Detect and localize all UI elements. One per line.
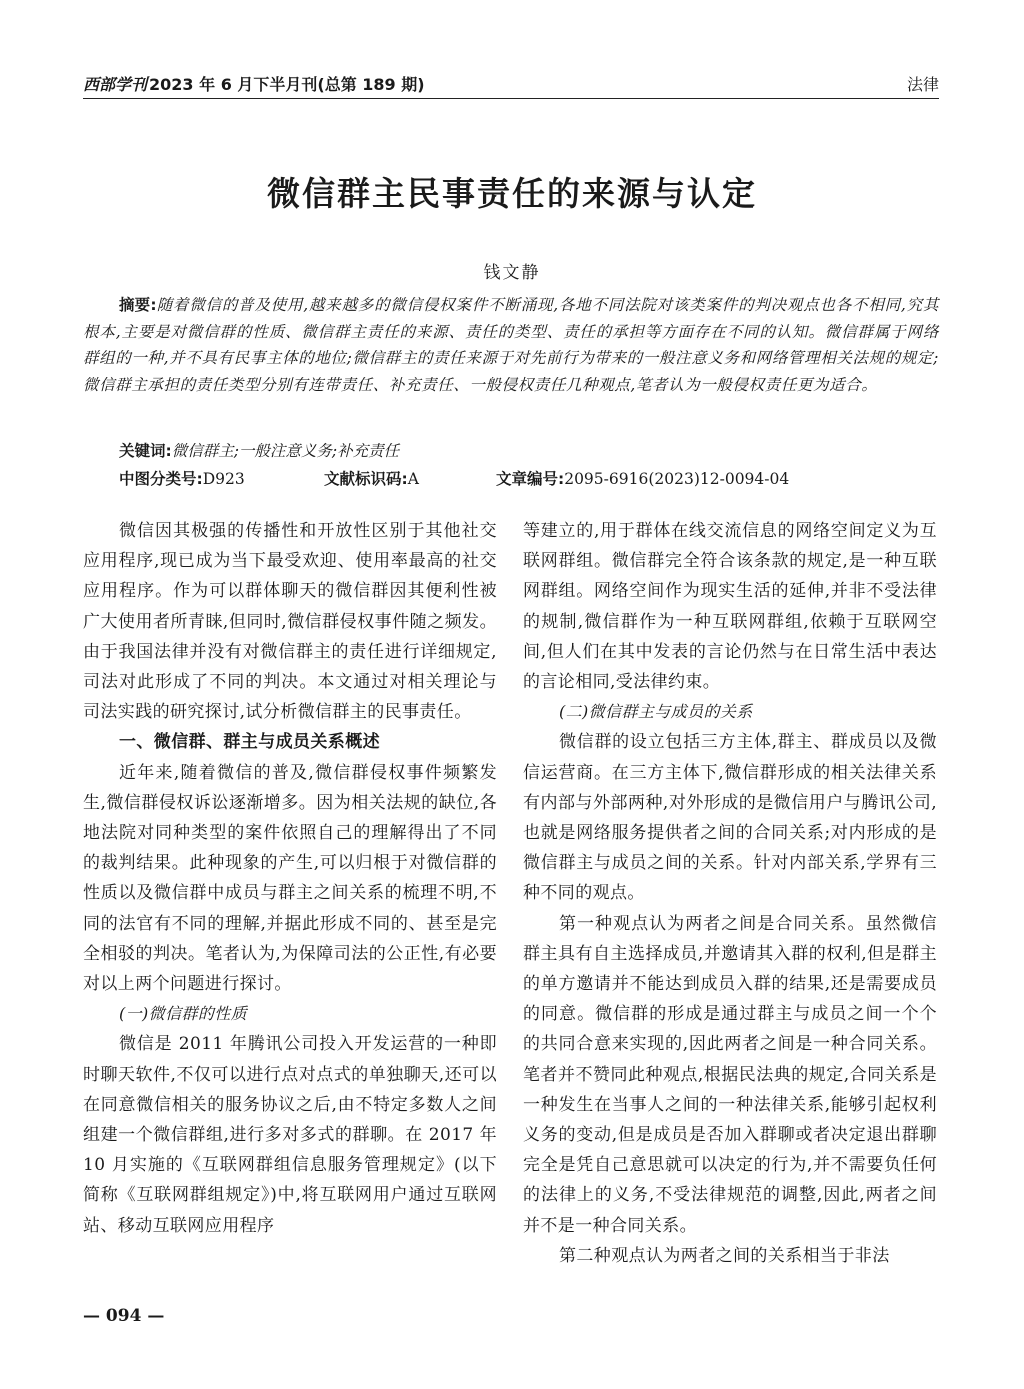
journal-issue-line xyxy=(83,72,425,95)
subsection-heading: (二)微信群主与成员的关系 xyxy=(559,702,753,722)
article-number xyxy=(496,466,789,492)
subsection-heading: (一)微信群的性质 xyxy=(119,1004,248,1024)
abstract-text: 随着微信的普及使用,越来越多的微信侵权案件不断涌现,各地不同法院对该类案件的判决观点也各不相同,究其根本,主要是对微信群的性质、微信群主责任的来源、责任的类型、责任的承担等方面存在不同的认知。微信群属于网络群组的一种,并不具有民事主体的地位;微信群主的责任来源于对先前行为带来的一般注意义务和网络管理相关法规的规定;微信群主承担的责任类型分别有连带责任、补充责任、一般侵权责任几种观点,笔者认为一般侵权责任更为适合。 xyxy=(83,296,939,394)
clc-value: D923 xyxy=(202,470,245,488)
article-no-label: 文章编号: xyxy=(496,470,565,488)
issue-info: 2023 年 6 月下半月刊(总第 189 期) xyxy=(149,75,425,94)
document-code xyxy=(324,466,496,492)
paragraph: 微信是 2011 年腾讯公司投入开发运营的一种即时聊天软件,不仅可以进行点对点式的单独聊天,还可以在同意微信相关的服务协议之后,由不特定多数人之间组建一个微信群组,进行多对多式的群聊。在 2017 年 10 月实施的《互联网群组信息服务管理规定》(以下简称《互联网群组规定》)中,将互联网用户通过互联网站、移动互联网应用程序 xyxy=(83,1034,497,1236)
doc-code-value: A xyxy=(407,470,419,488)
journal-logo: 西部学刊 xyxy=(83,75,148,94)
paragraph-continued: 等建立的,用于群体在线交流信息的网络空间定义为互联网群组。微信群完全符合该条款的规定,是一种互联网群组。网络空间作为现实生活的延伸,并非不受法律的规制,微信群作为一种互联网群组,依赖于互联网空间,但人们在其中发表的言论仍然与在日常生活中表达的言论相同,受法律约束。 xyxy=(523,521,937,693)
section-name: 法律 xyxy=(906,75,939,94)
body-column-right xyxy=(523,516,937,1271)
page-number: — 094 — xyxy=(83,1306,165,1326)
author-name: 钱文静 xyxy=(483,263,541,283)
section-heading: 一、微信群、群主与成员关系概述 xyxy=(119,732,380,753)
article-no-value: 2095-6916(2023)12-0094-04 xyxy=(564,470,790,488)
paragraph: 第二种观点认为两者之间的关系相当于非法 xyxy=(559,1245,890,1266)
classification-row xyxy=(119,466,939,492)
paragraph: 微信因其极强的传播性和开放性区别于其他社交应用程序,现已成为当下最受欢迎、使用率最高的社交应用程序。作为可以群体聊天的微信群因其便利性被广大使用者所青睐,但同时,微信群侵权事件随之频发。由于我国法律并没有对微信群主的责任进行详细规定,司法对此形成了不同的判决。本文通过对相关理论与司法实践的研究探讨,试分析微信群主的民事责任。 xyxy=(83,521,497,723)
keywords-label: 关键词: xyxy=(119,442,172,460)
paragraph: 第一种观点认为两者之间是合同关系。虽然微信群主具有自主选择成员,并邀请其入群的权利,但是群主的单方邀请并不能达到成员入群的结果,还是需要成员的同意。微信群的形成是通过群主与成员之间一个个的共同合意来实现的,因此两者之间是一种合同关系。笔者并不赞同此种观点,根据民法典的规定,合同关系是一种发生在当事人之间的一种法律关系,能够引起权利义务的变动,但是成员是否加入群聊或者决定退出群聊完全是凭自己意思就可以决定的行为,并不需要负任何的法律上的义务,不受法律规范的调整,因此,两者之间并不是一种合同关系。 xyxy=(523,913,937,1236)
body-column-left xyxy=(83,516,497,1241)
doc-code-label: 文献标识码: xyxy=(324,470,408,488)
abstract-label: 摘要: xyxy=(119,296,157,314)
paragraph: 微信群的设立包括三方主体,群主、群成员以及微信运营商。在三方主体下,微信群形成的相关法律关系有内部与外部两种,对外形成的是微信用户与腾讯公司,也就是网络服务提供者之间的合同关系;对内形成的是微信群主与成员之间的关系。针对内部关系,学界有三种不同的观点。 xyxy=(523,732,937,904)
clc-label: 中图分类号: xyxy=(119,470,203,488)
keywords-text: 微信群主;一般注意义务;补充责任 xyxy=(171,442,400,460)
article-title: 微信群主民事责任的来源与认定 xyxy=(267,174,757,213)
running-header xyxy=(83,70,939,99)
keywords xyxy=(119,438,399,464)
paragraph: 近年来,随着微信的普及,微信群侵权事件频繁发生,微信群侵权诉讼逐渐增多。因为相关法规的缺位,各地法院对同种类型的案件依照自己的理解得出了不同的裁判结果。此种现象的产生,可以归根于对微信群的性质以及微信群中成员与群主之间关系的梳理不明,不同的法官有不同的理解,并据此形成不同的、甚至是完全相驳的判决。笔者认为,为保障司法的公正性,有必要对以上两个问题进行探讨。 xyxy=(83,762,497,995)
abstract xyxy=(83,292,939,398)
clc-number xyxy=(119,466,324,492)
